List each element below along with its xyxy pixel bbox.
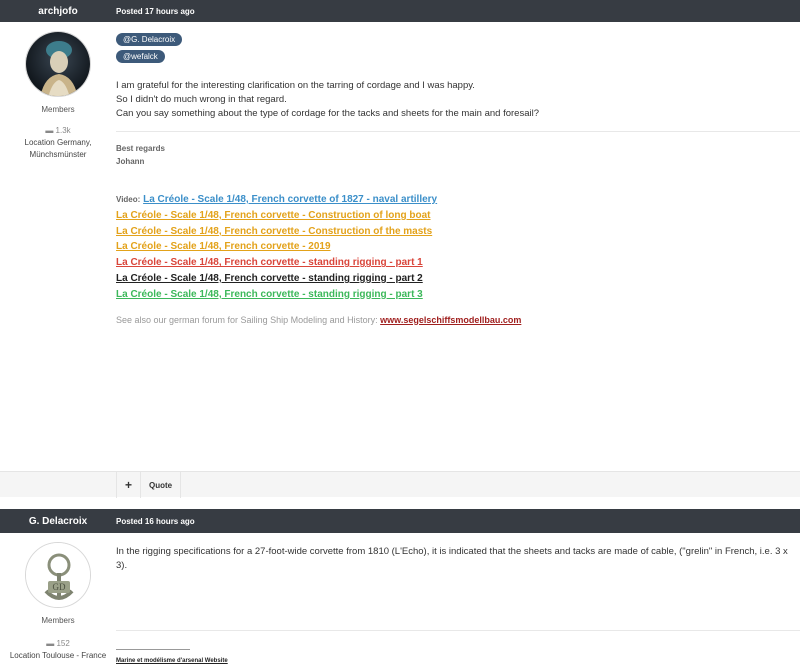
location xyxy=(0,650,116,662)
see-also-text: See also our german forum for Sailing Ship Modeling and History: xyxy=(116,314,378,325)
mention-badge[interactable]: @G. Delacroix xyxy=(116,33,182,46)
signature-name: Johann xyxy=(116,157,145,166)
mention-badge[interactable]: @wefalck xyxy=(116,50,165,63)
member-group: Members xyxy=(41,105,75,114)
website-link[interactable]: Marine et modélisme d'arsenal Website xyxy=(116,658,228,664)
body-line: So I didn't do much wrong in that regard. xyxy=(116,94,287,105)
see-also xyxy=(116,315,800,325)
signature-link[interactable]: La Créole - Scale 1/48, French corvette - 2019 xyxy=(116,241,331,253)
signature-link[interactable]: La Créole - Scale 1/48, French corvette - Construction of long boat xyxy=(116,209,431,221)
post-content xyxy=(116,545,800,664)
reputation xyxy=(0,639,116,648)
signature-link[interactable]: La Créole - Scale 1/48, French corvette of 1827 - naval artillery xyxy=(143,194,438,205)
quote-button[interactable]: Quote xyxy=(141,472,181,498)
location-line: Location Toulouse - France xyxy=(9,651,107,660)
reputation-count: 1.3k xyxy=(55,126,71,135)
reputation xyxy=(0,126,116,135)
location-line: Münchsmünster xyxy=(29,150,87,159)
video-label: Video: xyxy=(116,195,141,204)
reputation-count: 152 xyxy=(56,639,70,648)
post-g-delacroix xyxy=(0,509,800,672)
location xyxy=(0,137,116,161)
signature-link[interactable]: La Créole - Scale 1/48, French corvette - standing rigging - part 3 xyxy=(116,288,423,300)
signature-divider xyxy=(116,630,800,631)
signature-link[interactable]: La Créole - Scale 1/48, French corvette - standing rigging - part 2 xyxy=(116,272,423,284)
forum-link[interactable]: www.segelschiffsmodellbau.com xyxy=(380,314,522,325)
signature-links xyxy=(116,192,800,303)
member-group: Members xyxy=(41,616,75,625)
speech-bubble-icon: ▬ xyxy=(46,639,55,648)
signature xyxy=(116,144,800,325)
avatar-image xyxy=(26,32,91,97)
post-actions xyxy=(0,471,800,497)
signature-regards: Best regards xyxy=(116,144,165,153)
avatar[interactable] xyxy=(25,31,91,97)
signature-link[interactable]: La Créole - Scale 1/48, French corvette - Construction of the masts xyxy=(116,225,433,237)
plus-icon: + xyxy=(125,478,133,492)
author-sidebar xyxy=(0,31,116,161)
author-name[interactable]: G. Delacroix xyxy=(28,515,88,527)
avatar[interactable] xyxy=(25,542,91,608)
speech-bubble-icon: ▬ xyxy=(45,126,54,135)
post-content xyxy=(116,31,800,325)
post-timestamp[interactable]: Posted 17 hours ago xyxy=(116,6,195,16)
signature-link[interactable]: La Créole - Scale 1/48, French corvette - standing rigging - part 1 xyxy=(116,257,423,269)
post-timestamp[interactable]: Posted 16 hours ago xyxy=(116,516,195,526)
avatar-image xyxy=(26,543,91,608)
post-header xyxy=(0,509,800,533)
location-line: Location Germany, xyxy=(24,138,92,147)
post-header xyxy=(0,0,800,22)
signature-divider xyxy=(116,131,800,132)
svg-text:GD: GD xyxy=(52,582,66,592)
body-line: Can you say something about the type of cordage for the tacks and sheets for the main and foresail? xyxy=(116,108,540,119)
signature-rule xyxy=(116,649,190,650)
body-line: I am grateful for the interesting clarification on the tarring of cordage and I was happy. xyxy=(116,80,475,91)
add-button[interactable] xyxy=(117,472,141,498)
post-body xyxy=(116,79,800,121)
post-body: In the rigging specifications for a 27-foot-wide corvette from 1810 (L'Echo), it is indicated that the sheets and tacks are made of cable, ("grelin" in French, i.e. 3 x 3). xyxy=(116,546,788,571)
author-sidebar xyxy=(0,542,116,662)
author-name[interactable]: archjofo xyxy=(38,5,78,17)
